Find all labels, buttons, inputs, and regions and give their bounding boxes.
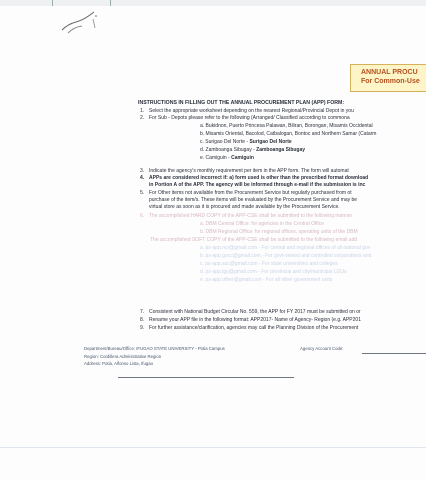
item-text: APPs are considered incorrect if: a) form used is other than the prescribed format download [149, 175, 369, 181]
email-item: a. ps-app.ncr@gmail.com - For central and regional offices of all national gov [200, 245, 371, 251]
sub-depot-bold: Zamboanga Sibugay [256, 147, 306, 153]
page-bottom-rule [0, 447, 426, 448]
instruction-item [140, 309, 361, 315]
item-number: 4. [140, 175, 145, 181]
form-title: ANNUAL PROCU [361, 69, 418, 76]
soft-copy-note: The accomplished SOFT COPY of the APP-CSE shall be submitted to the following email add [150, 237, 358, 243]
item-number: 6. [140, 213, 145, 219]
sub-depot-item [200, 147, 305, 153]
account-code-label: Agency Account Code: [300, 346, 344, 351]
sub-depot-text: c. Surigao Del Norte - [200, 139, 250, 145]
department-field: Department/Bureau/Office: IFUGAO STATE UNIVERSITY - Potia Campus [84, 346, 225, 351]
item-number: 7. [140, 309, 145, 315]
item-text: Select the appropriate worksheet depending on the nearest Regional/Provincial Depot in you [149, 108, 354, 114]
sub-depot-bold: Camiguin [231, 155, 254, 161]
instruction-item [140, 175, 368, 181]
sub-depot-text: e. Camiguin - [200, 155, 232, 161]
instruction-item [140, 317, 361, 323]
item-number: 5. [140, 190, 145, 196]
instruction-item [140, 168, 349, 174]
item-text: Rename your APP file in the following format: APP2017- Name of Agency- Region (e.g. APP201 [149, 317, 361, 323]
sub-depot-item [200, 139, 292, 145]
item-text: Consistent with National Budget Circular No. 559, the APP for FY 2017 must be submitted on or [149, 309, 361, 315]
sub-item: b. DBM Regional Office: for regional offices, operating units of the DBM [200, 229, 358, 235]
instruction-item [140, 213, 352, 219]
sub-depot-item: a. Bukidnon, Puerto Princesa Palawan, Biliran, Borongan, Misamis Occidental [200, 123, 373, 129]
form-subtitle: For Common-Use [361, 78, 420, 85]
instruction-item [140, 325, 358, 331]
sub-depot-bold: Surigao Del Norte [249, 139, 292, 145]
instruction-continuation: in Portion A of the APP. The agency will be informed through e-mail if the submission is inc [149, 182, 366, 188]
email-item: c. ps-app.suc@gmail.com - For state universities and colleges [200, 261, 338, 267]
item-number: 9. [140, 325, 145, 331]
item-number: 3. [140, 168, 145, 174]
signature-line [118, 377, 294, 378]
instruction-item [140, 190, 352, 196]
account-code-line [362, 353, 426, 354]
sub-depot-item [200, 155, 254, 161]
item-text: Indicate the agency's monthly requirement per item in the APP form. The form will automat [149, 168, 349, 174]
item-number: 1. [140, 108, 145, 114]
instructions-heading: INSTRUCTIONS IN FILLING OUT THE ANNUAL PROCUREMENT PLAN (APP) FORM: [138, 100, 345, 106]
address-field: Address: Potia, Alfonso Lista, Ifugao [84, 361, 154, 366]
region-field: Region: Cordillera Administrative Region [84, 354, 162, 359]
item-text: For further assistance/clarification, agencies may call the Planning Division of the Procurement [149, 325, 359, 331]
email-item: d. ps-app.lgu@gmail.com - For provincial and city/municipal LGUs [200, 269, 347, 275]
sub-depot-item: b. Misamis Oriental, Bacolod, Catbalogan, Bontoc and Northern Samar (Catarm [200, 131, 377, 137]
sub-item: a. DBM Central Office: for agencies in the Central Office [200, 221, 325, 227]
instruction-item [140, 108, 354, 114]
instruction-continuation: purchase of the item/s. These items will be evaluated by the Procurement Service and may be [149, 197, 358, 203]
item-number: 2. [140, 115, 145, 121]
item-text: The accomplished HARD COPY of the APP-CSE shall be submitted to the following manner [149, 213, 353, 219]
instruction-item [140, 115, 350, 121]
email-item: b. ps-app.gocc@gmail.com - For govt-owned and controlled corporations and [200, 253, 372, 259]
item-text: For Other items not available from the Procurement Service but regularly purchased from ot [149, 190, 352, 196]
sub-depot-text: d. Zamboanga Sibugay - [200, 147, 257, 153]
email-item: e. ps-app.other@gmail.com - For all other government units [200, 277, 333, 283]
item-text: For Sub - Depots please refer to the following (Arranged/ Classified according to commona [149, 115, 350, 121]
instruction-continuation: virtual store as soon as it is procured and made available by the Procurement Service. [149, 204, 340, 210]
item-number: 8. [140, 317, 145, 323]
